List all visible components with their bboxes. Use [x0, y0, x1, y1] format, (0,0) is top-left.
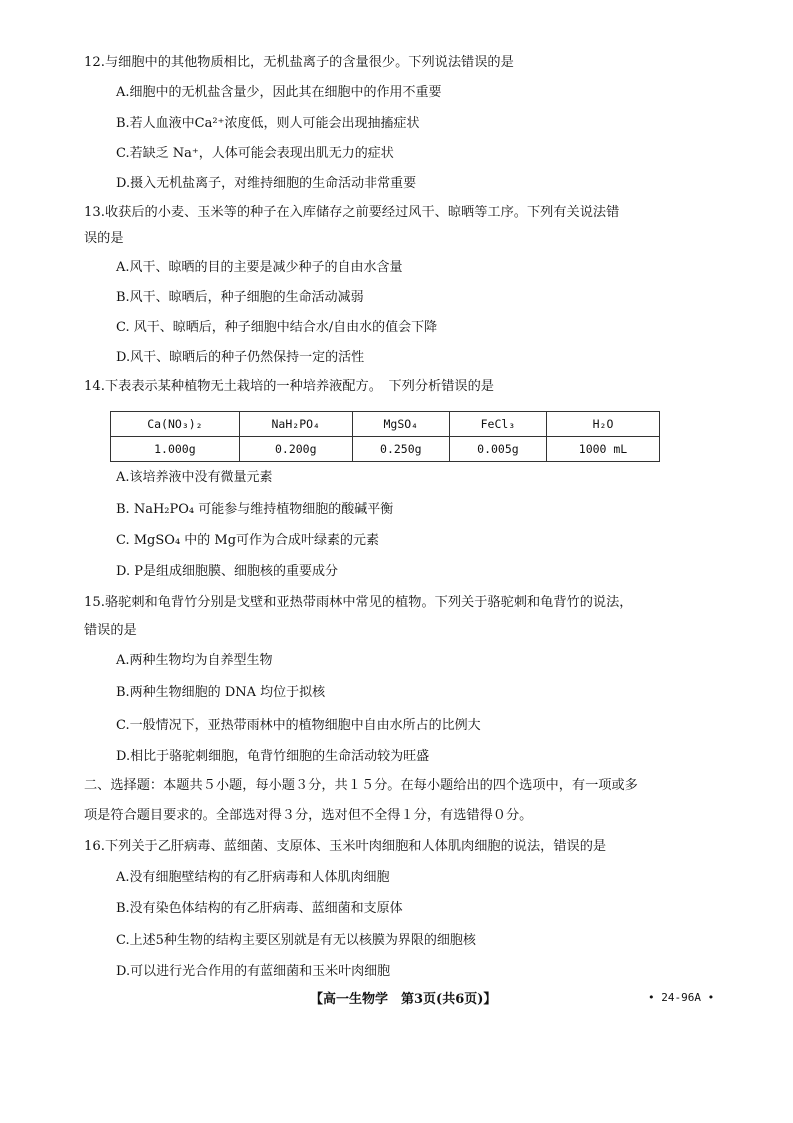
table-header-cell: NaH₂PO₄	[239, 412, 352, 437]
section2-instructions-line2: 项是符合题目要求的。全部选对得３分，选对但不全得１分，有选错得０分。	[84, 808, 533, 823]
table-row	[111, 437, 660, 462]
table-cell: 0.005g	[449, 437, 546, 462]
q16-option-d: D.可以进行光合作用的有蓝细菌和玉米叶肉细胞	[116, 964, 391, 979]
q15-stem-line2: 错误的是	[84, 623, 137, 638]
q15-option-d: D.相比于骆驼刺细胞，龟背竹细胞的生命活动较为旺盛	[116, 749, 430, 764]
q16-option-c: C.上述5种生物的结构主要区别就是有无以核膜为界限的细胞核	[116, 933, 476, 948]
q15-option-b: B.两种生物细胞的 DNA 均位于拟核	[116, 685, 326, 700]
q15-option-c: C.一般情况下，亚热带雨林中的植物细胞中自由水所占的比例大	[116, 718, 481, 733]
q12-option-a: A.细胞中的无机盐含量少，因此其在细胞中的作用不重要	[116, 85, 442, 100]
table-header-cell: H₂O	[547, 412, 660, 437]
q14-option-a: A.该培养液中没有微量元素	[116, 470, 273, 485]
table-header-cell: FeCl₃	[449, 412, 546, 437]
q13-option-c: C. 风干、晾晒后，种子细胞中结合水/自由水的值会下降	[116, 320, 438, 335]
q12-option-b: B.若人血液中Ca²⁺浓度低，则人可能会出现抽搐症状	[116, 116, 420, 131]
q16-option-a: A.没有细胞壁结构的有乙肝病毒和人体肌肉细胞	[116, 870, 390, 885]
q12-option-d: D.摄入无机盐离子，对维持细胞的生命活动非常重要	[116, 176, 417, 191]
table-header-cell: MgSO₄	[352, 412, 449, 437]
q16-stem: 16.下列关于乙肝病毒、蓝细菌、支原体、玉米叶肉细胞和人体肌肉细胞的说法，错误的是	[84, 839, 607, 854]
q13-option-b: B.风干、晾晒后，种子细胞的生命活动减弱	[116, 290, 364, 305]
q15-option-a: A.两种生物均为自养型生物	[116, 653, 273, 668]
section2-instructions-line1: 二、选择题：本题共５小题，每小题３分，共１５分。在每小题给出的四个选项中，有一项或多	[84, 778, 638, 793]
q15-stem-line1: 15.骆驼刺和龟背竹分别是戈壁和亚热带雨林中常见的植物。下列关于骆驼刺和龟背竹的说法，	[84, 595, 633, 610]
q13-stem-line2: 误的是	[84, 231, 124, 246]
q13-option-d: D.风干、晾晒后的种子仍然保持一定的活性	[116, 350, 365, 365]
q14-option-c: C. MgSO₄ 中的 Mg可作为合成叶绿素的元素	[116, 533, 380, 548]
table-cell: 0.250g	[352, 437, 449, 462]
table-cell: 1000 mL	[547, 437, 660, 462]
q13-stem-line1: 13.收获后的小麦、玉米等的种子在入库储存之前要经过风干、晾晒等工序。下列有关说法错	[84, 205, 620, 220]
nutrient-recipe-table	[110, 411, 660, 462]
q16-option-b: B.没有染色体结构的有乙肝病毒、蓝细菌和支原体	[116, 901, 403, 916]
q13-option-a: A.风干、晾晒的目的主要是减少种子的自由水含量	[116, 260, 403, 275]
page-footer-title: 【高一生物学 第3页(共6页)】	[310, 992, 497, 1007]
q12-option-c: C.若缺乏 Na⁺，人体可能会表现出肌无力的症状	[116, 146, 394, 161]
q14-stem: 14.下表表示某种植物无土栽培的一种培养液配方。 下列分析错误的是	[84, 379, 494, 394]
table-cell: 1.000g	[111, 437, 240, 462]
table-header-cell: Ca(NO₃)₂	[111, 412, 240, 437]
q14-option-d: D. P是组成细胞膜、细胞核的重要成分	[116, 564, 338, 579]
page-footer-code: • 24-96A •	[648, 991, 715, 1004]
q14-option-b: B. NaH₂PO₄ 可能参与维持植物细胞的酸碱平衡	[116, 502, 394, 517]
q12-stem: 12.与细胞中的其他物质相比，无机盐离子的含量很少。下列说法错误的是	[84, 55, 514, 70]
table-cell: 0.200g	[239, 437, 352, 462]
table-header-row	[111, 412, 660, 437]
